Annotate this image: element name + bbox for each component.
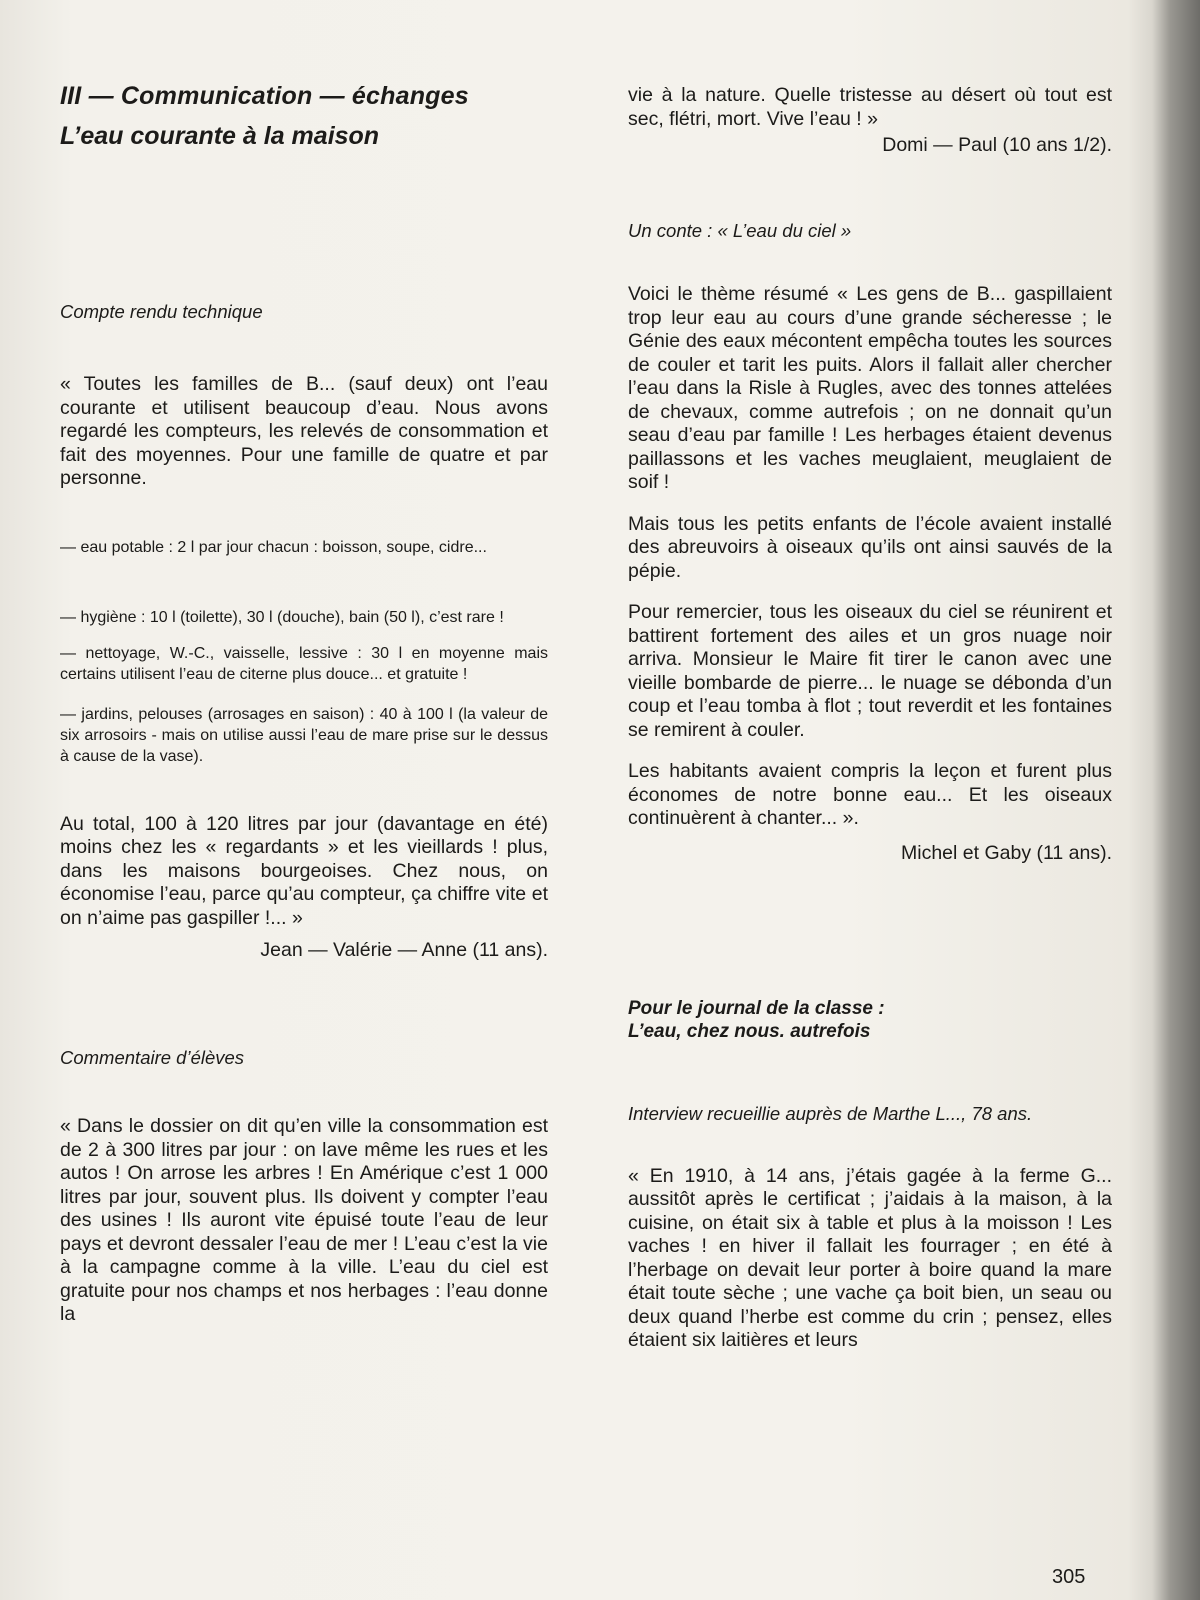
student-comment-text: « Dans le dossier on dit qu’en ville la consommation est de 2 à 300 litres par jour : on lave même les rues et les autos ! On arrose les arbres ! En Amérique c’est 1 000 litres par jour, souvent plus. Ils doivent y compter l’eau des usines ! Ils auront vite épuisé toute l’eau de leur pays et devront dessaler l’eau de mer ! L’eau c’est la vie à la campagne comme à la ville. L’eau du ciel est gratuite pour nos champs et nos herbages : l’eau donne la <box>60 1115 548 1325</box>
page-number: 305 <box>1052 1566 1086 1588</box>
tale-paragraph-3: Pour remercier, tous les oiseaux du ciel se réunirent et battirent fortement des ailes et un gros nuage noir arriva. Monsieur le Maire fit tirer le canon avec une vieille bombarde de pierre... le nuage se débonda d’un coup et l’eau tomba à flot ; tout reverdit et les fontaines se remirent à couler. <box>628 601 1112 741</box>
tale-paragraph-1: Voici le thème résumé « Les gens de B... gaspillaient trop leur eau au cours d’une grande sécheresse ; le Génie des eaux mécontent empêcha toutes les sources de couler et tarit les puits. Alors il fallait aller chercher l’eau dans la Risle à Rugles, avec des tonnes attelées de chevaux, comme autrefois ; on ne donnait qu’un seau d’eau par famille ! Les herbages étaient devenus paillassons et les vaches meuglaient, meuglaient de soif ! <box>628 283 1112 493</box>
interview-heading: Interview recueillie auprès de Marthe L..., 78 ans. <box>628 1102 1033 1124</box>
article-title: L’eau courante à la maison <box>60 122 380 150</box>
student-comment-heading: Commentaire d’élèves <box>60 1047 245 1068</box>
consumption-item-gardens: — jardins, pelouses (arrosages en saison) : 40 à 100 l (la valeur de six arrosoirs - mais on utilise aussi l’eau de mare prise sur le dessus à cause de la vase). <box>60 705 548 765</box>
journal-heading-line-1: Pour le journal de la classe : <box>628 997 885 1019</box>
journal-heading-line-2: L’eau, chez nous. autrefois <box>628 1020 871 1042</box>
left-column <box>60 66 548 1327</box>
tale-signature: Michel et Gaby (11 ans). <box>901 841 1112 864</box>
section-title: III — Communication — échanges <box>60 82 469 110</box>
technical-report-heading: Compte rendu technique <box>60 301 263 322</box>
student-comment-signature: Domi — Paul (10 ans 1/2). <box>882 134 1112 156</box>
consumption-item-drinking: — eau potable : 2 l par jour chacun : boisson, soupe, cidre... <box>60 538 487 556</box>
student-comment-continued: vie à la nature. Quelle tristesse au désert où tout est sec, flétri, mort. Vive l’eau ! » <box>628 84 1112 130</box>
consumption-item-cleaning: — nettoyage, W.-C., vaisselle, lessive : 30 l en moyenne mais certains utilisent l’eau de citerne plus douce... et gratuite ! <box>60 644 548 683</box>
consumption-total: Au total, 100 à 120 litres par jour (davantage en été) moins chez les « regardants » et les vieillards ! plus, dans les maisons bourgeoises. Chez nous, on économise l’eau, parce qu’au compteur, ça chiffre vite et on n’aime pas gaspiller !... » <box>60 812 548 929</box>
tale-heading: Un conte : « L’eau du ciel » <box>628 220 852 241</box>
right-column <box>628 66 1112 1353</box>
tale-paragraph-2: Mais tous les petits enfants de l’école avaient installé des abreuvoirs à oiseaux qu’ils ont ainsi sauvés de la pépie. <box>628 512 1112 582</box>
consumption-item-hygiene: — hygiène : 10 l (toilette), 30 l (douche), bain (50 l), c’est rare ! <box>60 608 504 626</box>
technical-report-intro: « Toutes les familles de B... (sauf deux) ont l’eau courante et utilisent beaucoup d’eau. Nous avons regardé les compteurs, les relevés de consommation et fait des moyennes. Pour une famille de quatre et par personne. <box>60 373 548 489</box>
interview-text: « En 1910, à 14 ans, j’étais gagée à la ferme G... aussitôt après le certificat ; j’aidais à la maison, à la cuisine, on était six à table et plus à la moisson ! Les vaches ! en hiver il fallait les fourrager ; en été à l’herbage on devait leur porter à boire quand la mare était toute sèche ; une vache ça boit bien, un seau ou deux quand l’herbe est comme du crin ; pensez, elles étaient six laitières et leurs <box>628 1164 1112 1351</box>
tale-paragraph-4: Les habitants avaient compris la leçon et furent plus économes de notre bonne eau... Et les oiseaux continuèrent à chanter... ». <box>628 760 1112 829</box>
technical-report-signature: Jean — Valérie — Anne (11 ans). <box>260 939 548 961</box>
